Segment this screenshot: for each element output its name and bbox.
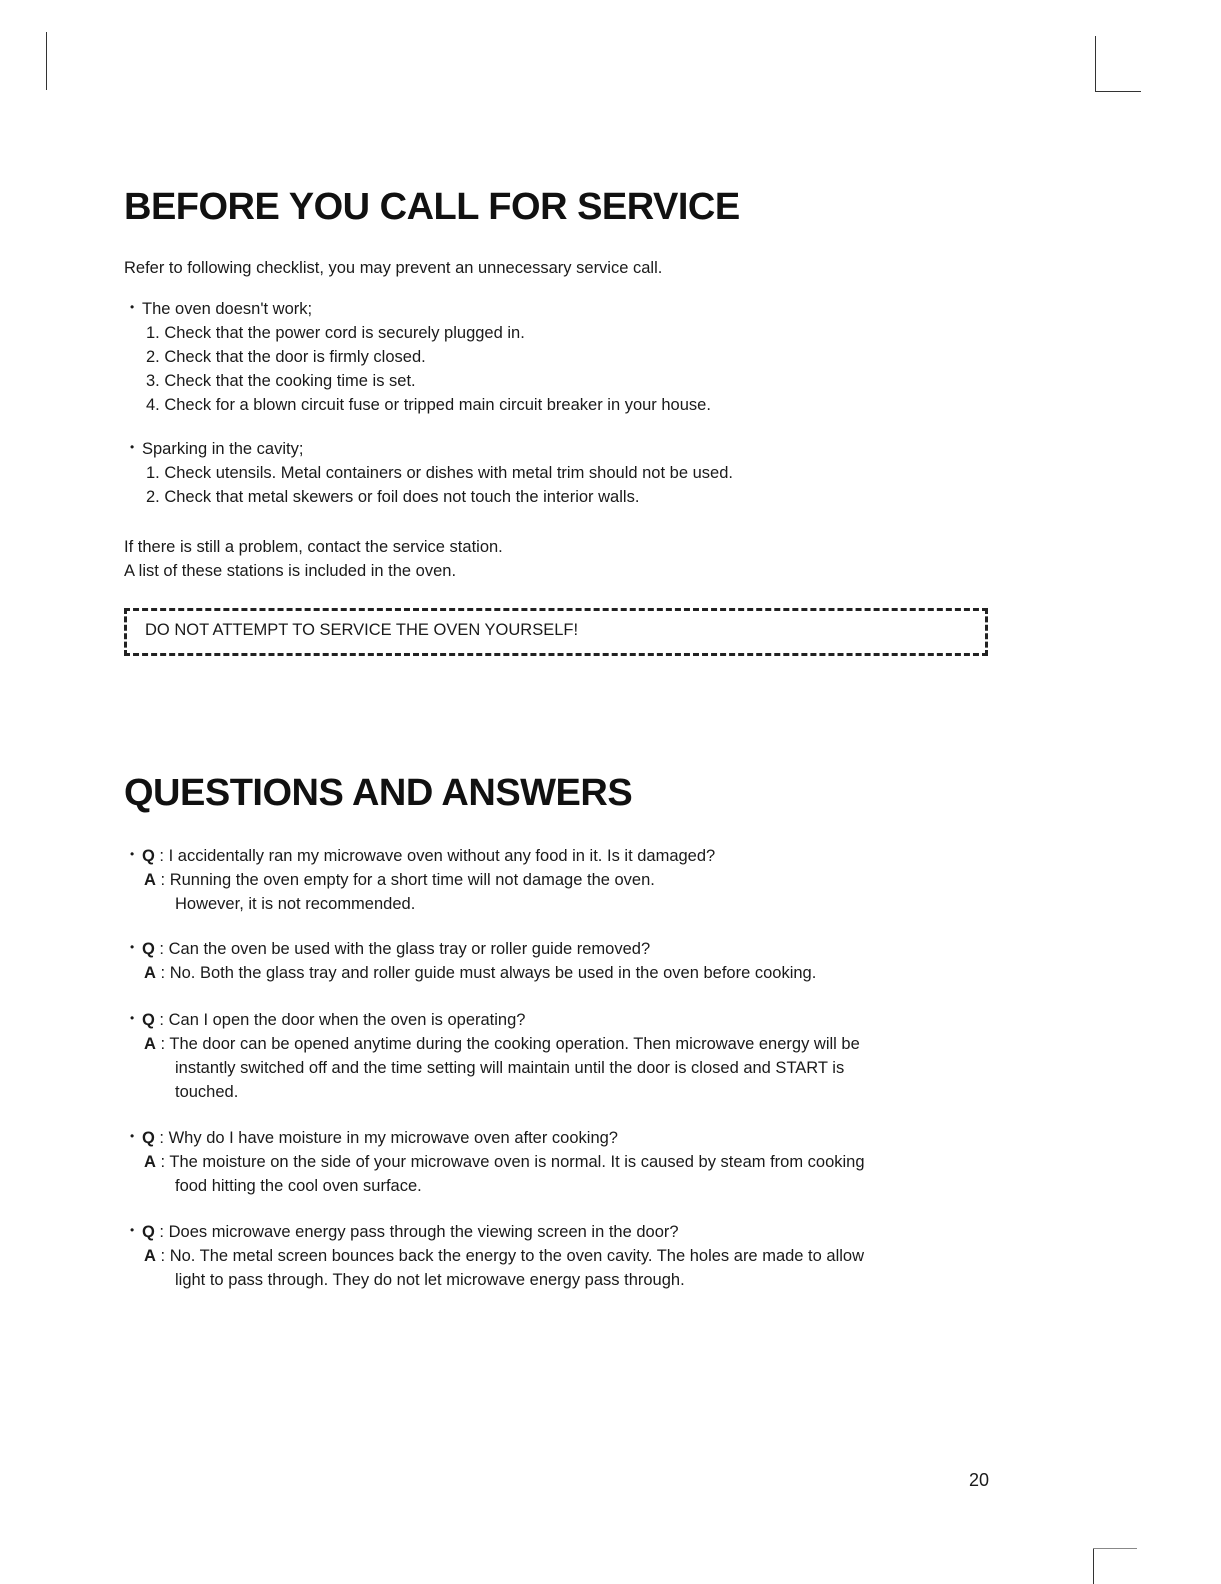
qa-item: • Q : Can the oven be used with the glass tray or roller guide removed? A : No. Both the glass tray and roller guide must always be used in the oven before cooking.: [130, 940, 817, 982]
qa-title: QUESTIONS AND ANSWERS: [124, 772, 633, 814]
crop-mark-top-right-v: [1095, 36, 1096, 92]
qa-item: • Q : Why do I have moisture in my microwave oven after cooking? A : The moisture on the side of your microwave oven is normal. It is caused by steam from cooking food hitting the cool oven surface.: [130, 1124, 865, 1198]
checklist-item: 1. Check utensils. Metal containers or dishes with metal trim should not be used.: [146, 464, 733, 482]
checklist-item: 2. Check that the door is firmly closed.: [146, 348, 426, 366]
contact-line-1: If there is still a problem, contact the service station.: [124, 538, 503, 556]
answer-text: food hitting the cool oven surface.: [175, 1177, 422, 1195]
crop-mark-left: [46, 32, 47, 90]
qa-item: • Q : Can I open the door when the oven is operating? A : The door can be opened anytime during the cooking operation. Then microwave energy will be instantly switched off and the time setting will maintain until the door is closed and START is touched.: [130, 1006, 860, 1104]
crop-mark-top-right-h: [1095, 91, 1141, 92]
answer-text: No. Both the glass tray and roller guide must always be used in the oven before cooking.: [169, 964, 817, 982]
page-number: 20: [969, 1470, 990, 1490]
qa-item: • Q : Does microwave energy pass through the viewing screen in the door? A : No. The metal screen bounces back the energy to the oven cavity. The holes are made to allow light to pass through. They do not let microwave energy pass through.: [130, 1218, 864, 1292]
answer-text: Running the oven empty for a short time will not damage the oven.: [169, 871, 655, 889]
answer-text: light to pass through. They do not let microwave energy pass through.: [175, 1271, 685, 1289]
answer-text: The moisture on the side of your microwave oven is normal. It is caused by steam from cooking: [169, 1153, 865, 1171]
answer-text: No. The metal screen bounces back the energy to the oven cavity. The holes are made to allow: [169, 1247, 865, 1265]
answer-text: touched.: [175, 1083, 239, 1101]
checklist-item: 4. Check for a blown circuit fuse or tripped main circuit breaker in your house.: [146, 396, 711, 414]
question-text: I accidentally ran my microwave oven without any food in it. Is it damaged?: [168, 847, 716, 865]
answer-text: instantly switched off and the time setting will maintain until the door is closed and START is: [175, 1059, 845, 1077]
question-text: Does microwave energy pass through the viewing screen in the door?: [168, 1223, 679, 1241]
checklist-heading-sparking: • Sparking in the cavity;: [130, 440, 304, 458]
service-title: BEFORE YOU CALL FOR SERVICE: [124, 186, 740, 228]
qa-item: • Q : I accidentally ran my microwave oven without any food in it. Is it damaged? A : Running the oven empty for a short time will not damage the oven. However, it is not recommended.: [130, 842, 715, 916]
question-text: Can the oven be used with the glass tray or roller guide removed?: [168, 940, 651, 958]
checklist-item: 3. Check that the cooking time is set.: [146, 372, 416, 390]
checklist-item: 1. Check that the power cord is securely plugged in.: [146, 324, 525, 342]
question-text: Can I open the door when the oven is operating?: [168, 1011, 526, 1029]
checklist-heading-no-work: • The oven doesn't work;: [130, 300, 313, 318]
answer-text: However, it is not recommended.: [175, 895, 416, 913]
answer-text: The door can be opened anytime during the cooking operation. Then microwave energy will be: [169, 1035, 860, 1053]
crop-mark-bottom-right-v: [1093, 1548, 1094, 1584]
warning-text: DO NOT ATTEMPT TO SERVICE THE OVEN YOURSELF!: [145, 621, 579, 639]
crop-mark-bottom-right-h: [1093, 1548, 1137, 1549]
checklist-item: 2. Check that metal skewers or foil does not touch the interior walls.: [146, 488, 640, 506]
question-text: Why do I have moisture in my microwave oven after cooking?: [168, 1129, 618, 1147]
warning-box: [124, 608, 988, 656]
contact-line-2: A list of these stations is included in the oven.: [124, 562, 457, 580]
service-intro: Refer to following checklist, you may prevent an unnecessary service call.: [124, 259, 663, 277]
